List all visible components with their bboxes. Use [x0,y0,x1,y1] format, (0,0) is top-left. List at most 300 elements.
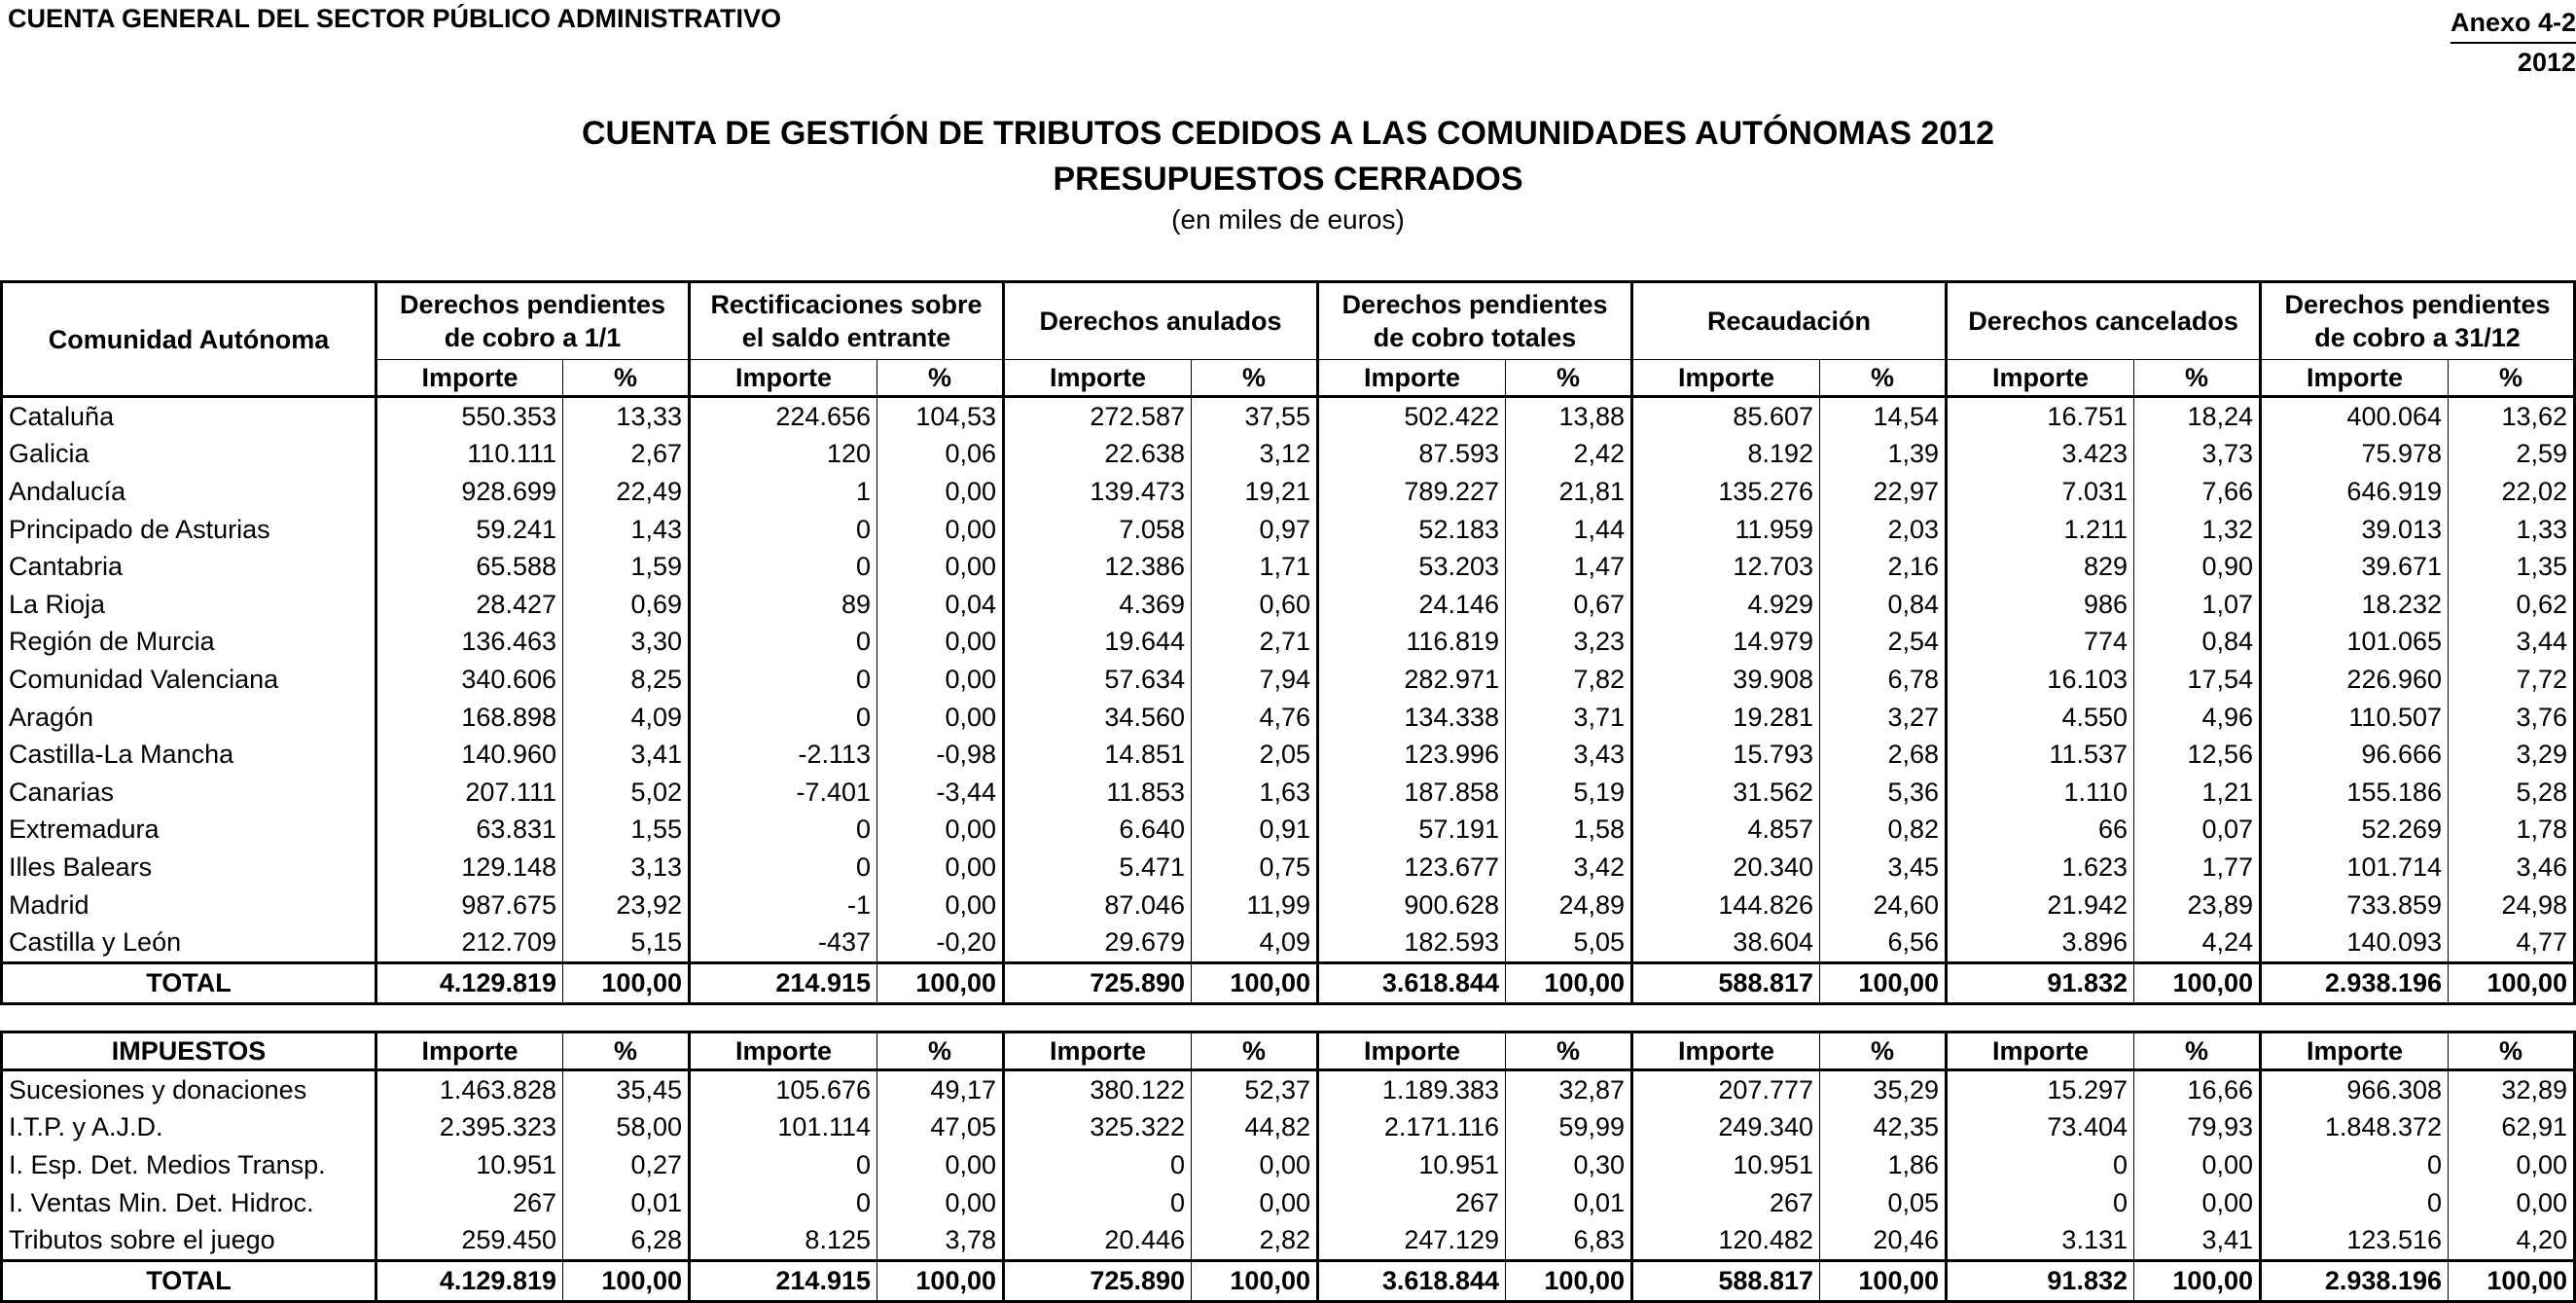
percent-cell: 3,30 [563,624,690,662]
importe-header: Importe [1318,1032,1506,1070]
percent-cell: 42,35 [1820,1109,1947,1147]
importe-cell: 123.516 [2261,1221,2449,1260]
importe-cell: 168.898 [376,699,563,737]
annex-year: 2012 [2517,48,2576,77]
percent-cell: 22,49 [563,473,690,511]
total-percent: 100,00 [2134,1260,2261,1301]
importe-cell: 249.340 [1632,1109,1820,1147]
total-importe: 4.129.819 [376,962,563,1003]
percent-cell: 104,53 [877,397,1004,436]
percent-cell: 1,35 [2449,548,2575,586]
total-importe: 3.618.844 [1318,962,1506,1003]
percent-cell: -0,98 [877,736,1004,774]
importe-cell: 247.129 [1318,1221,1506,1260]
total-row [2,1260,2575,1301]
percent-cell: 24,98 [2449,887,2575,924]
percent-cell: 1,33 [2449,511,2575,549]
importe-cell: 39.013 [2261,511,2449,549]
importe-cell: 789.227 [1318,473,1506,511]
percent-cell: 4,77 [2449,923,2575,962]
importe-cell: 139.473 [1004,473,1192,511]
importe-cell: 4.369 [1004,586,1192,624]
percent-cell: 0,07 [2134,812,2261,850]
percent-header: % [2449,360,2575,397]
percent-cell: 0,01 [1506,1184,1632,1222]
column-header: Derechos pendientes de cobro a 31/12 [2261,282,2575,360]
community-row [2,699,2575,737]
importe-cell: 57.191 [1318,812,1506,850]
importe-header: Importe [1004,360,1192,397]
row-label: Aragón [2,699,376,737]
percent-cell: 0,84 [1820,586,1947,624]
importe-header: Importe [2261,1032,2449,1070]
percent-cell: 1,43 [563,511,690,549]
percent-cell: 4,96 [2134,699,2261,737]
importe-cell: 19.281 [1632,699,1820,737]
importe-cell: 19.644 [1004,624,1192,662]
percent-cell: 23,89 [2134,887,2261,924]
total-percent: 100,00 [2449,1260,2575,1301]
importe-cell: 1 [690,473,877,511]
percent-cell: 0,00 [877,624,1004,662]
row-label: Cantabria [2,548,376,586]
importe-cell: 207.111 [376,774,563,812]
percent-cell: 17,54 [2134,661,2261,699]
total-importe: 2.938.196 [2261,962,2449,1003]
percent-cell: 5,05 [1506,923,1632,962]
importe-cell: 16.751 [1947,397,2134,436]
importe-cell: 10.951 [376,1146,563,1184]
percent-cell: 2,54 [1820,624,1947,662]
column-header: Derechos anulados [1004,282,1318,360]
row-label: Andalucía [2,473,376,511]
percent-cell: 13,62 [2449,397,2575,436]
importe-header: Importe [376,360,563,397]
percent-cell: 0,00 [877,511,1004,549]
importe-cell: 12.386 [1004,548,1192,586]
importe-cell: 8.192 [1632,436,1820,474]
importe-cell: 59.241 [376,511,563,549]
percent-header: % [1506,360,1632,397]
community-row [2,923,2575,962]
percent-cell: 0,90 [2134,548,2261,586]
percent-cell: 6,78 [1820,661,1947,699]
importe-cell: 4.550 [1947,699,2134,737]
percent-cell: 5,28 [2449,774,2575,812]
importe-cell: 144.826 [1632,887,1820,924]
importe-cell: 14.851 [1004,736,1192,774]
importe-cell: 52.269 [2261,812,2449,850]
importe-cell: 4.857 [1632,812,1820,850]
percent-cell: 3,23 [1506,624,1632,662]
importe-cell: 123.996 [1318,736,1506,774]
importe-cell: -1 [690,887,877,924]
total-importe: 214.915 [690,1260,877,1301]
percent-cell: 0,04 [877,586,1004,624]
row-label: Extremadura [2,812,376,850]
importe-cell: 21.942 [1947,887,2134,924]
importe-cell: 207.777 [1632,1070,1820,1109]
percent-cell: 1,63 [1192,774,1318,812]
percent-cell: 3,43 [1506,736,1632,774]
importe-cell: 646.919 [2261,473,2449,511]
community-row [2,473,2575,511]
total-importe: 4.129.819 [376,1260,563,1301]
percent-cell: 3,45 [1820,849,1947,887]
column-header: Derechos cancelados [1947,282,2261,360]
percent-cell: 2,42 [1506,436,1632,474]
percent-header: % [563,1032,690,1070]
percent-cell: 35,29 [1820,1070,1947,1109]
importe-cell: 5.471 [1004,849,1192,887]
percent-header: % [1192,1032,1318,1070]
percent-cell: 0,00 [1192,1146,1318,1184]
percent-cell: 16,66 [2134,1070,2261,1109]
page-title: CUENTA DE GESTIÓN DE TRIBUTOS CEDIDOS A LAS COMUNIDADES AUTÓNOMAS 2012 [581,115,1995,152]
percent-cell: 0,01 [563,1184,690,1222]
percent-cell: 1,44 [1506,511,1632,549]
percent-cell: 0,84 [2134,624,2261,662]
importe-cell: 31.562 [1632,774,1820,812]
importe-cell: 73.404 [1947,1109,2134,1147]
percent-cell: 3,13 [563,849,690,887]
percent-cell: 32,89 [2449,1070,2575,1109]
total-importe: 91.832 [1947,962,2134,1003]
page-subtitle: PRESUPUESTOS CERRADOS [1053,161,1523,198]
percent-cell: 0,00 [877,1184,1004,1222]
importe-cell: 87.593 [1318,436,1506,474]
percent-header: % [563,360,690,397]
importe-cell: 1.110 [1947,774,2134,812]
importe-cell: 66 [1947,812,2134,850]
percent-cell: 32,87 [1506,1070,1632,1109]
percent-cell: 0,69 [563,586,690,624]
percent-header: % [877,1032,1004,1070]
importe-cell: 2.171.116 [1318,1109,1506,1147]
percent-cell: 52,37 [1192,1070,1318,1109]
percent-cell: 4,24 [2134,923,2261,962]
annex-number: Anexo 4-2 [2451,4,2576,44]
importe-cell: 39.908 [1632,661,1820,699]
importe-cell: 0 [690,1146,877,1184]
importe-header: Importe [376,1032,563,1070]
percent-cell: 3,46 [2449,849,2575,887]
importe-cell: 110.507 [2261,699,2449,737]
percent-cell: 3,12 [1192,436,1318,474]
percent-cell: 0,05 [1820,1184,1947,1222]
importe-cell: 96.666 [2261,736,2449,774]
percent-cell: 3,44 [2449,624,2575,662]
percent-cell: 6,56 [1820,923,1947,962]
percent-cell: 4,09 [563,699,690,737]
importe-cell: 85.607 [1632,397,1820,436]
percent-cell: 2,16 [1820,548,1947,586]
row-label: Comunidad Valenciana [2,661,376,699]
importe-cell: 52.183 [1318,511,1506,549]
importe-cell: 1.211 [1947,511,2134,549]
percent-cell: 5,15 [563,923,690,962]
percent-cell: 24,89 [1506,887,1632,924]
importe-cell: 267 [376,1184,563,1222]
importe-cell: 6.640 [1004,812,1192,850]
percent-cell: 3,73 [2134,436,2261,474]
percent-cell: 5,36 [1820,774,1947,812]
percent-cell: 1,58 [1506,812,1632,850]
percent-cell: 8,25 [563,661,690,699]
importe-cell: 15.297 [1947,1070,2134,1109]
percent-cell: 79,93 [2134,1109,2261,1147]
percent-cell: 12,56 [2134,736,2261,774]
percent-cell: 1,59 [563,548,690,586]
percent-cell: 3,29 [2449,736,2575,774]
percent-cell: 0,00 [877,548,1004,586]
percent-cell: -3,44 [877,774,1004,812]
row-label: Castilla-La Mancha [2,736,376,774]
percent-cell: 22,02 [2449,473,2575,511]
percent-cell: 4,76 [1192,699,1318,737]
total-row [2,962,2575,1003]
importe-cell: 101.114 [690,1109,877,1147]
percent-cell: 11,99 [1192,887,1318,924]
percent-cell: 2,05 [1192,736,1318,774]
importe-cell: 7.058 [1004,511,1192,549]
percent-cell: 58,00 [563,1109,690,1147]
importe-cell: -437 [690,923,877,962]
importe-cell: 0 [690,699,877,737]
importe-cell: 38.604 [1632,923,1820,962]
percent-cell: 3,27 [1820,699,1947,737]
importe-cell: 136.463 [376,624,563,662]
percent-cell: 0,00 [2449,1184,2575,1222]
percent-cell: 1,86 [1820,1146,1947,1184]
importe-cell: 53.203 [1318,548,1506,586]
percent-cell: 4,20 [2449,1221,2575,1260]
percent-cell: 19,21 [1192,473,1318,511]
importe-cell: 29.679 [1004,923,1192,962]
importe-cell: 0 [2261,1184,2449,1222]
community-row [2,736,2575,774]
percent-cell: 3,41 [563,736,690,774]
percent-header: % [2449,1032,2575,1070]
total-importe: 91.832 [1947,1260,2134,1301]
importe-cell: 75.978 [2261,436,2449,474]
importe-cell: 0 [1004,1146,1192,1184]
importe-cell: 226.960 [2261,661,2449,699]
percent-cell: 1,77 [2134,849,2261,887]
percent-cell: 0,00 [2134,1184,2261,1222]
importe-header: Importe [1318,360,1506,397]
percent-cell: 7,82 [1506,661,1632,699]
tax-header: IMPUESTOS [2,1032,376,1070]
total-importe: 214.915 [690,962,877,1003]
importe-cell: 187.858 [1318,774,1506,812]
percent-cell: 3,76 [2449,699,2575,737]
percent-cell: 0,30 [1506,1146,1632,1184]
importe-cell: 1.189.383 [1318,1070,1506,1109]
importe-cell: 11.959 [1632,511,1820,549]
importe-cell: 0 [690,511,877,549]
ccaa-table [0,280,2576,1005]
importe-cell: 267 [1318,1184,1506,1222]
percent-cell: 2,71 [1192,624,1318,662]
percent-cell: 1,71 [1192,548,1318,586]
importe-cell: 502.422 [1318,397,1506,436]
row-label: La Rioja [2,586,376,624]
column-header: Recaudación [1632,282,1947,360]
importe-cell: 182.593 [1318,923,1506,962]
row-label: I. Esp. Det. Medios Transp. [2,1146,376,1184]
total-percent: 100,00 [877,962,1004,1003]
importe-cell: 135.276 [1632,473,1820,511]
percent-cell: 2,03 [1820,511,1947,549]
importe-cell: 14.979 [1632,624,1820,662]
percent-header: % [1506,1032,1632,1070]
percent-header: % [1820,1032,1947,1070]
importe-cell: 110.111 [376,436,563,474]
percent-cell: 1,55 [563,812,690,850]
row-label: Illes Balears [2,849,376,887]
column-header: Derechos pendientes de cobro a 1/1 [376,282,690,360]
percent-cell: 0,62 [2449,586,2575,624]
importe-header: Importe [1632,1032,1820,1070]
percent-cell: 3,42 [1506,849,1632,887]
importe-cell: 272.587 [1004,397,1192,436]
row-label: Canarias [2,774,376,812]
importe-cell: 89 [690,586,877,624]
importe-cell: 120 [690,436,877,474]
importe-cell: 928.699 [376,473,563,511]
percent-header: % [1820,360,1947,397]
percent-cell: 1,21 [2134,774,2261,812]
percent-cell: 7,94 [1192,661,1318,699]
percent-cell: 13,33 [563,397,690,436]
percent-header: % [2134,360,2261,397]
percent-cell: 0,00 [877,849,1004,887]
importe-cell: 87.046 [1004,887,1192,924]
total-importe: 3.618.844 [1318,1260,1506,1301]
percent-header: % [2134,1032,2261,1070]
percent-cell: 13,88 [1506,397,1632,436]
row-label: Sucesiones y donaciones [2,1070,376,1109]
percent-cell: 3,78 [877,1221,1004,1260]
percent-cell: 23,92 [563,887,690,924]
total-importe: 725.890 [1004,962,1192,1003]
community-row [2,887,2575,924]
percent-cell: 2,67 [563,436,690,474]
importe-header: Importe [690,1032,877,1070]
percent-cell: 1,07 [2134,586,2261,624]
annex-label [2451,4,2576,81]
percent-cell: 49,17 [877,1070,1004,1109]
importe-cell: 20.446 [1004,1221,1192,1260]
percent-cell: 6,28 [563,1221,690,1260]
importe-cell: 380.122 [1004,1070,1192,1109]
percent-cell: 6,83 [1506,1221,1632,1260]
row-label: Tributos sobre el juego [2,1221,376,1260]
percent-cell: -0,20 [877,923,1004,962]
importe-cell: 8.125 [690,1221,877,1260]
importe-cell: 10.951 [1318,1146,1506,1184]
row-label: Región de Murcia [2,624,376,662]
community-row [2,849,2575,887]
community-row [2,511,2575,549]
total-percent: 100,00 [1192,962,1318,1003]
importe-cell: 1.848.372 [2261,1109,2449,1147]
row-label: Principado de Asturias [2,511,376,549]
importe-cell: 267 [1632,1184,1820,1222]
percent-cell: 22,97 [1820,473,1947,511]
importe-cell: 11.853 [1004,774,1192,812]
total-percent: 100,00 [877,1260,1004,1301]
importe-cell: 63.831 [376,812,563,850]
importe-cell: 0 [690,661,877,699]
importe-cell: 28.427 [376,586,563,624]
total-percent: 100,00 [563,962,690,1003]
community-row [2,624,2575,662]
percent-cell: 1,78 [2449,812,2575,850]
importe-cell: 900.628 [1318,887,1506,924]
total-percent: 100,00 [1506,1260,1632,1301]
percent-cell: 0,00 [877,661,1004,699]
percent-cell: 35,45 [563,1070,690,1109]
percent-cell: 44,82 [1192,1109,1318,1147]
importe-cell: 987.675 [376,887,563,924]
importe-cell: 120.482 [1632,1221,1820,1260]
row-label: I. Ventas Min. Det. Hidroc. [2,1184,376,1222]
importe-cell: 0 [690,1184,877,1222]
importe-cell: 3.131 [1947,1221,2134,1260]
community-header: Comunidad Autónoma [2,282,376,397]
community-row [2,436,2575,474]
importe-cell: 155.186 [2261,774,2449,812]
column-header: Rectificaciones sobre el saldo entrante [690,282,1004,360]
importe-cell: 39.671 [2261,548,2449,586]
importe-cell: 22.638 [1004,436,1192,474]
importe-cell: 101.714 [2261,849,2449,887]
percent-cell: 62,91 [2449,1109,2575,1147]
percent-cell: 47,05 [877,1109,1004,1147]
total-importe: 588.817 [1632,1260,1820,1301]
percent-cell: 2,59 [2449,436,2575,474]
importe-cell: 966.308 [2261,1070,2449,1109]
importe-cell: 0 [2261,1146,2449,1184]
percent-cell: 0,00 [877,473,1004,511]
importe-cell: 101.065 [2261,624,2449,662]
percent-cell: 0,97 [1192,511,1318,549]
row-label: Galicia [2,436,376,474]
percent-cell: 1,39 [1820,436,1947,474]
percent-cell: 1,32 [2134,511,2261,549]
percent-cell: 2,68 [1820,736,1947,774]
row-label: I.T.P. y A.J.D. [2,1109,376,1147]
importe-cell: 1.623 [1947,849,2134,887]
importe-cell: 986 [1947,586,2134,624]
total-importe: 588.817 [1632,962,1820,1003]
importe-cell: -7.401 [690,774,877,812]
importe-cell: 400.064 [2261,397,2449,436]
importe-cell: 16.103 [1947,661,2134,699]
importe-header: Importe [2261,360,2449,397]
total-importe: 2.938.196 [2261,1260,2449,1301]
importe-cell: 123.677 [1318,849,1506,887]
percent-cell: 1,47 [1506,548,1632,586]
percent-cell: 21,81 [1506,473,1632,511]
percent-cell: 5,02 [563,774,690,812]
importe-cell: 24.146 [1318,586,1506,624]
taxes-table [0,1031,2576,1303]
total-percent: 100,00 [1820,1260,1947,1301]
importe-cell: 325.322 [1004,1109,1192,1147]
